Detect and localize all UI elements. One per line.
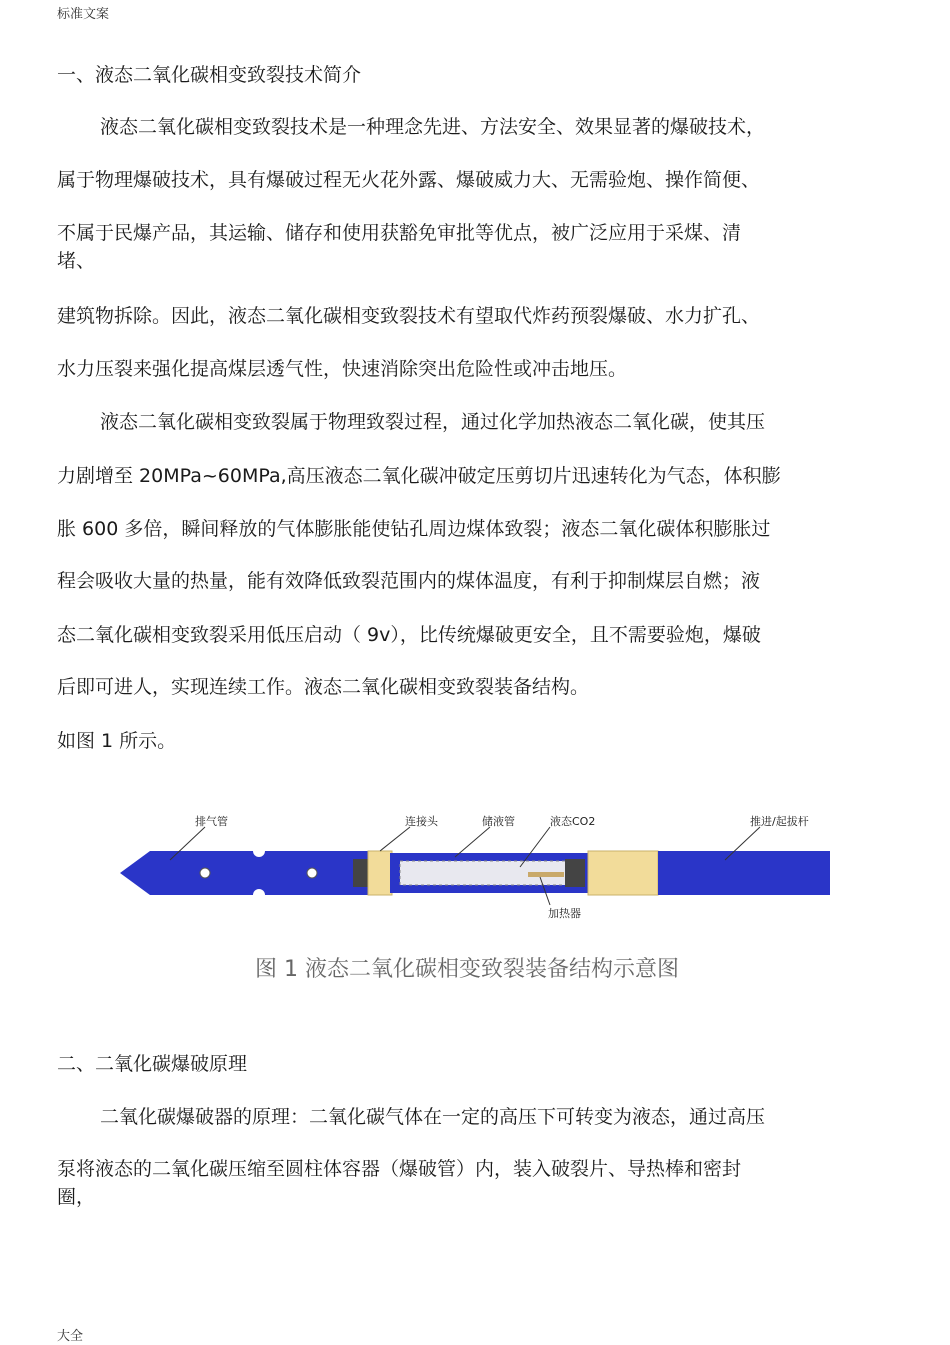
paragraph-line: 不属于民爆产品，其运输、储存和使用获豁免审批等优点，被广泛应用于采煤、清	[57, 222, 742, 244]
paragraph-line: 属于物理爆破技术，具有爆破过程无火花外露、爆破威力大、无需验炮、操作简便、	[57, 169, 761, 191]
leader-line	[380, 827, 410, 851]
heater	[528, 872, 564, 877]
connector-head	[368, 851, 392, 895]
paragraph-line: 水力压裂来强化提高煤层透气性，快速消除突出危险性或冲击地压。	[57, 358, 628, 380]
page-header: 标准文案	[57, 7, 110, 22]
label-tank: 储液管	[482, 815, 515, 828]
paragraph-line: 如图 1 所示。	[57, 730, 177, 752]
exhaust-hole	[307, 868, 317, 878]
label-exhaust: 排气管	[195, 815, 228, 828]
figure-caption: 图 1 液态二氧化碳相变致裂装备结构示意图	[255, 957, 679, 982]
paragraph-line: 后即可进人，实现连续工作。液态二氧化碳相变致裂装备结构。	[57, 676, 590, 698]
section-2-title: 二、二氧化碳爆破原理	[57, 1053, 248, 1075]
label-connector: 连接头	[405, 815, 438, 828]
push-rod	[658, 851, 830, 895]
paragraph-line: 胀 600 多倍，瞬间释放的气体膨胀能使钻孔周边煤体致裂；液态二氧化碳体积膨胀过	[57, 518, 771, 540]
paragraph-line: 力剧增至 20MPa~60MPa,高压液态二氧化碳冲破定压剪切片迅速转化为气态，体积膨	[57, 465, 781, 487]
label-rod: 推进/起拔杆	[750, 815, 809, 828]
leader-line	[455, 827, 490, 857]
label-liquid: 液态CO2	[550, 815, 596, 828]
label-heater: 加热器	[548, 907, 581, 920]
exhaust-hole	[200, 868, 210, 878]
paragraph-line: 液态二氧化碳相变致裂属于物理致裂过程，通过化学加热液态二氧化碳，使其压	[100, 411, 766, 433]
paragraph-line: 堵、	[57, 250, 96, 272]
thread	[565, 859, 585, 887]
paragraph-line: 程会吸收大量的热量，能有效降低致裂范围内的煤体温度，有利于抑制煤层自燃；液	[57, 570, 761, 592]
paragraph-line: 泵将液态的二氧化碳压缩至圆柱体容器（爆破管）内，装入破裂片、导热棒和密封	[57, 1158, 742, 1180]
page-footer: 大全	[57, 1329, 84, 1344]
paragraph-line: 二氧化碳爆破器的原理：二氧化碳气体在一定的高压下可转变为液态，通过高压	[100, 1106, 766, 1128]
paragraph-line: 圈，	[57, 1186, 96, 1208]
paragraph-line: 液态二氧化碳相变致裂技术是一种理念先进、方法安全、效果显著的爆破技术，	[100, 116, 766, 138]
paragraph-line: 建筑物拆除。因此，液态二氧化碳相变致裂技术有望取代炸药预裂爆破、水力扩孔、	[57, 305, 761, 327]
section-1-title: 一、液态二氧化碳相变致裂技术简介	[57, 64, 362, 86]
paragraph-line: 态二氧化碳相变致裂采用低压启动（ 9v），比传统爆破更安全，且不需要验炮，爆破	[57, 624, 761, 646]
exhaust-tube	[120, 851, 375, 895]
connector-head	[588, 851, 658, 895]
